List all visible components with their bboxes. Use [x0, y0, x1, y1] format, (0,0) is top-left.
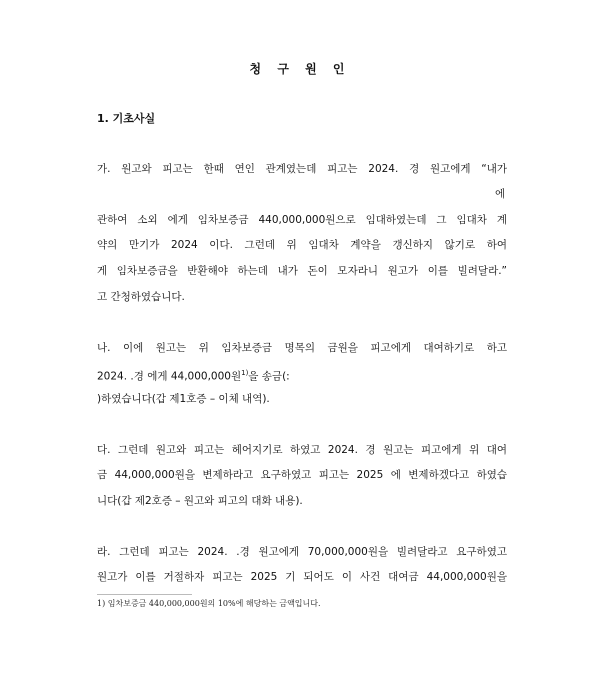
para-ga-line-1: 가. 원고와 피고는 한때 연인 관계였는데 피고는 2024. 경 원고에게 “내가: [97, 163, 507, 175]
para-da-line-1: 다. 그런데 원고와 피고는 헤어지기로 하였고 2024. 경 원고는 피고에게 위 대여: [97, 444, 507, 456]
para-ga-line-3: 관하여 소외 에게 임차보증금 440,000,000원으로 임대하였는데 그 임대차 계: [97, 214, 507, 226]
footnote-ref-1: 1): [241, 369, 249, 377]
para-na-line-2: [97, 366, 290, 384]
para-ga-line-6: 고 간청하였습니다.: [97, 291, 185, 303]
document-title: 청 구 원 인: [249, 62, 351, 76]
footnote-1: 1) 임차보증금 440,000,000원의 10%에 해당하는 금액입니다.: [97, 599, 321, 608]
para-na-line-2-text: 2024. .경 에게 44,000,000원: [97, 370, 242, 383]
para-ga-line-4: 약의 만기가 2024 이다. 그런데 위 임대차 계약을 갱신하지 않기로 하여: [97, 239, 507, 251]
para-da-line-2: 금 44,000,000원을 변제하라고 요구하였고 피고는 2025 에 변제하겠다고 하였습: [97, 469, 507, 481]
footnote-divider: [97, 594, 192, 595]
para-na-line-2-tail: 을 송금(:: [248, 370, 290, 383]
para-ra-line-1: 라. 그런데 피고는 2024. .경 원고에게 70,000,000원을 빌려달라고 요구하였고: [97, 546, 507, 558]
para-ga-line-5: 게 임차보증금을 반환해야 하는데 내가 돈이 모자라니 원고가 이를 빌려달라.”: [97, 265, 507, 277]
section-heading-basic-facts: 1. 기초사실: [97, 112, 156, 125]
para-na-line-1: 나. 이에 원고는 위 임차보증금 명목의 금원을 피고에게 대여하기로 하고: [97, 342, 507, 354]
para-da-line-3: 니다(갑 제2호증 – 원고와 피고의 대화 내용).: [97, 495, 303, 507]
para-na-line-3: )하였습니다(갑 제1호증 – 이체 내역).: [97, 393, 270, 405]
para-ga-line-2: 에: [495, 188, 506, 200]
para-ra-line-2: 원고가 이를 거절하자 피고는 2025 기 되어도 이 사건 대여금 44,000,000원을: [97, 571, 507, 583]
